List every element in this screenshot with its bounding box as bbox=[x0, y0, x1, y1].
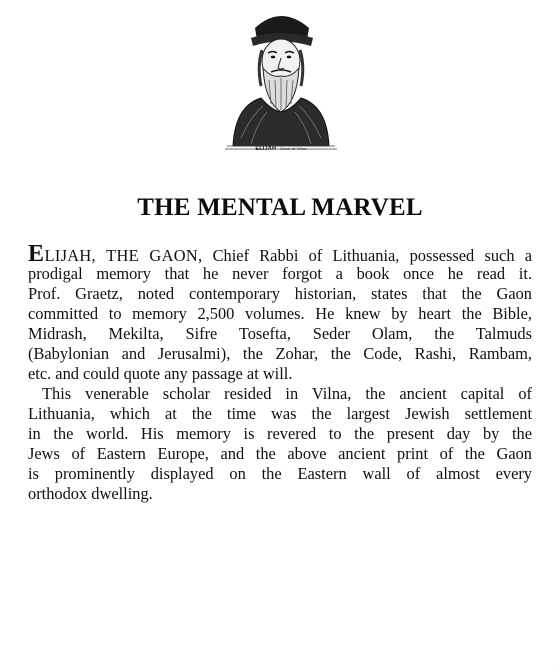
paragraph-1-line: Midrash, Mekilta, Sifre Tosefta, Seder Olam, the Talmuds bbox=[28, 324, 532, 343]
paragraph-2-line: Jews of Eastern Europe, and the above ancient print of the Gaon bbox=[28, 444, 532, 463]
paragraph-1-line-1 bbox=[28, 241, 533, 267]
paragraph-1-line: committed to memory 2,500 volumes. He knew by heart the Bible, bbox=[28, 304, 532, 323]
paragraph-1-line: Prof. Graetz, noted contemporary historian, states that the Gaon bbox=[28, 284, 532, 303]
paragraph-2-line: Lithuania, which at the time was the largest Jewish settlement bbox=[28, 404, 532, 423]
paragraph-2-line: orthodox dwelling. bbox=[28, 484, 153, 503]
article-body bbox=[28, 241, 533, 504]
page-title: THE MENTAL MARVEL bbox=[137, 194, 423, 221]
caption-subtitle: Gaon of Vilna bbox=[279, 146, 307, 151]
caption-name: ELIJAH bbox=[255, 146, 277, 152]
lead-small-caps: LIJAH, THE GAON, bbox=[44, 246, 203, 265]
portrait-caption bbox=[236, 146, 326, 152]
paragraph-2-line: is prominently displayed on the Eastern wall of almost every bbox=[28, 464, 532, 483]
paragraph-1-line: etc. and could quote any passage at will. bbox=[28, 364, 293, 383]
gaon-portrait-engraving bbox=[221, 6, 341, 158]
paragraph-2-line: in the world. His memory is revered to the present day by the bbox=[28, 424, 532, 443]
paragraph-1-line: prodigal memory that he never forgot a book once he read it. bbox=[28, 264, 532, 283]
paragraph-1-line: (Babylonian and Jerusalmi), the Zohar, the Code, Rashi, Rambam, bbox=[28, 344, 532, 363]
drop-cap-letter: E bbox=[28, 241, 45, 267]
paragraph-2-line: This venerable scholar resided in Vilna, the ancient capital of bbox=[42, 384, 532, 403]
faint-watermark-mark: ··· bbox=[552, 663, 556, 668]
paragraph-1-line-1-text: Chief Rabbi of Lithuania, possessed such a bbox=[212, 246, 533, 265]
